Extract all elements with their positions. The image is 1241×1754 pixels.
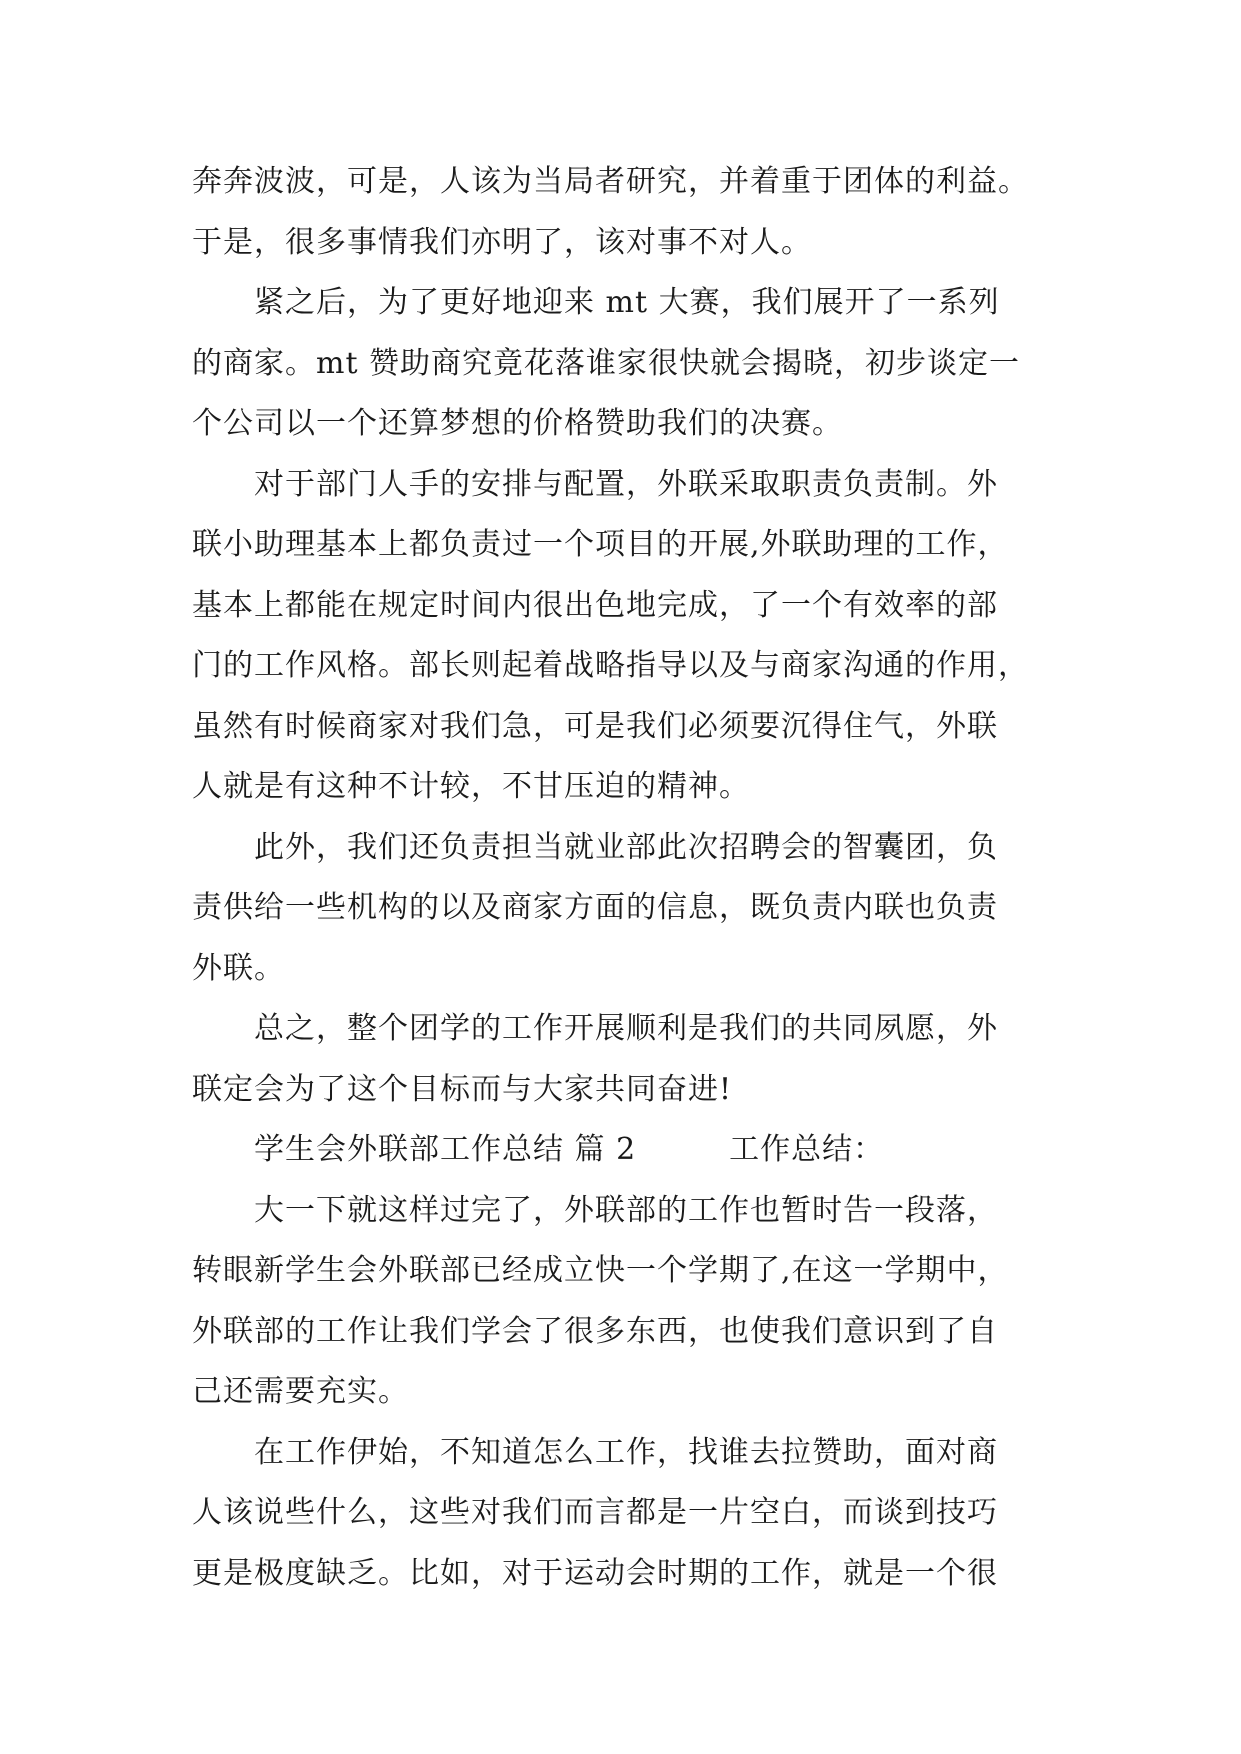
text-line: 此外，我们还负责担当就业部此次招聘会的智囊团，负 — [192, 829, 998, 865]
text-line: 基本上都能在规定时间内很出色地完成，了一个有效率的部 — [192, 587, 998, 623]
text-line: 人就是有这种不计较，不甘压迫的精神。 — [192, 769, 750, 804]
text-line: 更是极度缺乏。比如，对于运动会时期的工作，就是一个很 — [192, 1555, 998, 1591]
text-line: 于是，很多事情我们亦明了，该对事不对人。 — [192, 224, 812, 260]
text-line: 的商家。mt 赞助商究竟花落谁家很快就会揭晓，初步谈定一 — [192, 345, 1021, 381]
text-line: 总之，整个团学的工作开展顺利是我们的共同夙愿，外 — [192, 1011, 998, 1046]
section-heading-line: 学生会外联部工作总结 篇 2 工作总结： — [192, 1132, 885, 1167]
text-line: 在工作伊始，不知道怎么工作，找谁去拉赞助，面对商 — [192, 1434, 998, 1470]
text-line: 责供给一些机构的以及商家方面的信息，既负责内联也负责 — [192, 890, 998, 925]
text-line: 虽然有时候商家对我们急，可是我们必须要沉得住气，外联 — [192, 708, 998, 744]
text-line: 外联。 — [192, 950, 285, 986]
text-line: 外联部的工作让我们学会了很多东西，也使我们意识到了自 — [192, 1313, 998, 1349]
text-line: 联小助理基本上都负责过一个项目的开展,外联助理的工作， — [192, 527, 1009, 562]
document-body — [192, 152, 1062, 1604]
text-line: 大一下就这样过完了，外联部的工作也暂时告一段落， — [192, 1192, 998, 1228]
text-line: 门的工作风格。部长则起着战略指导以及与商家沟通的作用， — [192, 648, 1029, 683]
text-line: 转眼新学生会外联部已经成立快一个学期了,在这一学期中， — [192, 1253, 1009, 1288]
text-line: 个公司以一个还算梦想的价格赞助我们的决赛。 — [192, 406, 843, 441]
text-line: 奔奔波波，可是，人该为当局者研究，并着重于团体的利益。 — [192, 164, 1029, 199]
text-line: 联定会为了这个目标而与大家共同奋进! — [192, 1071, 733, 1107]
text-line: 人该说些什么，这些对我们而言都是一片空白，而谈到技巧 — [192, 1495, 998, 1530]
text-line: 紧之后，为了更好地迎来 mt 大赛，我们展开了一系列 — [192, 285, 1000, 320]
text-line: 对于部门人手的安排与配置，外联采取职责负责制。外 — [192, 466, 998, 502]
text-line: 己还需要充实。 — [192, 1374, 409, 1409]
